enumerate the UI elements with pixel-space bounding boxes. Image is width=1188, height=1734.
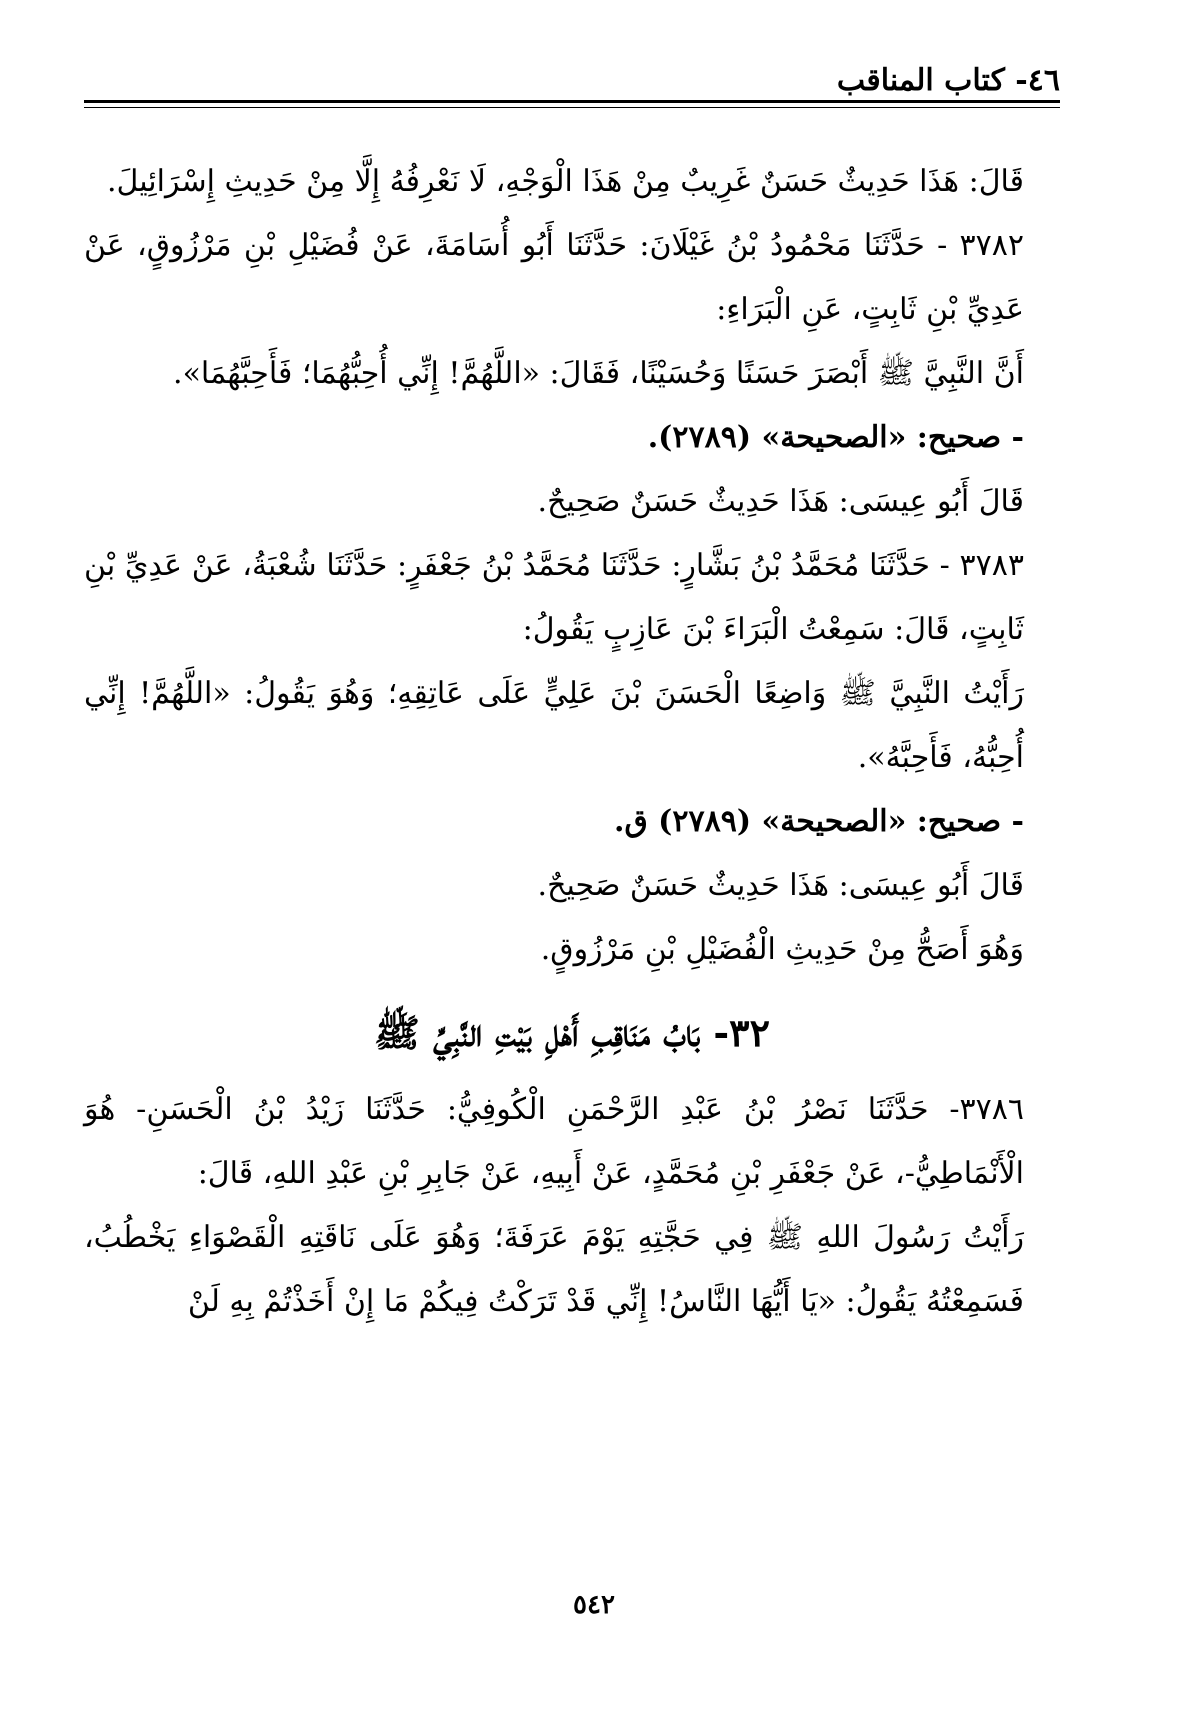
paragraph-comment: قَالَ أَبُو عِيسَى: هَذَا حَدِيثٌ حَسَنٌ صَحِيحٌ. <box>537 484 1024 519</box>
grading-note: - صحيح: «الصحيحة» (٢٧٨٩) ق. <box>614 804 1024 839</box>
hadith-3782-isnad: ٣٧٨٢ - حَدَّثَنَا مَحْمُودُ بْنُ غَيْلَانَ: حَدَّثَنَا أَبُو أُسَامَةَ، عَنْ فُضَيْلِ بْنِ مَرْزُوقٍ، عَنْ عَدِيِّ بْنِ ثَابِتٍ، عَنِ الْبَرَاءِ: <box>84 228 1024 327</box>
hadith-3783-isnad: ٣٧٨٣ - حَدَّثَنَا مُحَمَّدُ بْنُ بَشَّارٍ: حَدَّثَنَا مُحَمَّدُ بْنُ جَعْفَرٍ: حَدَّثَنَا شُعْبَةُ، عَنْ عَدِيِّ بْنِ ثَابِتٍ، قَالَ: سَمِعْتُ الْبَرَاءَ بْنَ عَازِبٍ يَقُولُ: <box>84 548 1024 647</box>
page-number: ٥٤٢ <box>573 1590 615 1620</box>
hadith-3783-matn: رَأَيْتُ النَّبِيَّ ﷺ وَاضِعًا الْحَسَنَ بْنَ عَلِيٍّ عَلَى عَاتِقِهِ؛ وَهُوَ يَقُولُ: «اللَّهُمَّ! إِنِّي أُحِبُّهُ، فَأَحِبَّهُ». <box>84 676 1024 775</box>
paragraph-comment: وَهُوَ أَصَحُّ مِنْ حَدِيثِ الْفُضَيْلِ بْنِ مَرْزُوقٍ. <box>540 932 1024 967</box>
section-heading: ٣٢- بَابُ مَنَاقِبِ أَهْلِ بَيْتِ النَّبِيِّ ﷺ <box>374 1010 770 1055</box>
running-header <box>84 56 1060 96</box>
header-rule-thin <box>84 107 1060 108</box>
chapter-title: ٤٦- كتاب المناقب <box>836 63 1060 98</box>
hadith-3782-matn: أَنَّ النَّبِيَّ ﷺ أَبْصَرَ حَسَنًا وَحُسَيْنًا، فَقَالَ: «اللَّهُمَّ! إِنِّي أُحِبُّهُمَا؛ فَأَحِبَّهُمَا». <box>173 356 1024 391</box>
paragraph-comment: قَالَ: هَذَا حَدِيثٌ حَسَنٌ غَرِيبٌ مِنْ هَذَا الْوَجْهِ، لَا نَعْرِفُهُ إِلَّا مِنْ حَدِيثِ إِسْرَائِيلَ. <box>106 164 1024 199</box>
hadith-3786-matn: رَأَيْتُ رَسُولَ اللهِ ﷺ فِي حَجَّتِهِ يَوْمَ عَرَفَةَ؛ وَهُوَ عَلَى نَاقَتِهِ الْقَصْوَاءِ يَخْطُبُ، فَسَمِعْتُهُ يَقُولُ: «يَا أَيُّهَا النَّاسُ! إِنِّي قَدْ تَرَكْتُ فِيكُمْ مَا إِنْ أَخَذْتُمْ بِهِ لَنْ <box>84 1220 1024 1319</box>
hadith-3786-isnad: ٣٧٨٦- حَدَّثَنَا نَصْرُ بْنُ عَبْدِ الرَّحْمَنِ الْكُوفِيُّ: حَدَّثَنَا زَيْدُ بْنُ الْحَسَنِ- هُوَ الْأَنْمَاطِيُّ-، عَنْ جَعْفَرِ بْنِ مُحَمَّدٍ، عَنْ أَبِيهِ، عَنْ جَابِرِ بْنِ عَبْدِ اللهِ، قَالَ: <box>84 1092 1024 1191</box>
header-rule-thick <box>84 100 1060 103</box>
body-text <box>84 150 1060 1334</box>
grading-note: - صحيح: «الصحيحة» (٢٧٨٩). <box>647 420 1024 455</box>
paragraph-comment: قَالَ أَبُو عِيسَى: هَذَا حَدِيثٌ حَسَنٌ صَحِيحٌ. <box>537 868 1024 903</box>
